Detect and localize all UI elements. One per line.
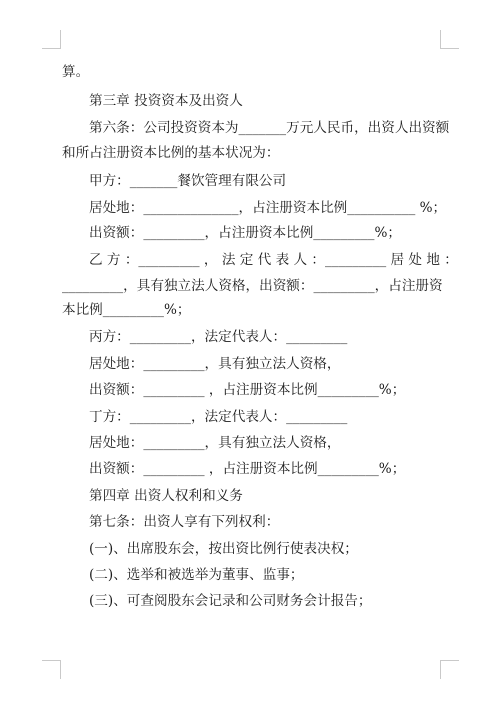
list-item: (一)、出席股东会，按出资比例行使表决权；: [89, 541, 358, 557]
text-line: 丙方：_________，法定代表人：_________: [89, 329, 348, 345]
list-item: (三)、可查阅股东会记录和公司财务会计报告；: [89, 593, 372, 609]
text-line: 出资额：_________ ，占注册资本比例_________%；: [89, 461, 406, 477]
text-line: 算。: [62, 64, 90, 80]
text-line: 甲方：_______餐饮管理有限公司: [89, 173, 287, 189]
crop-mark-bottom-right: [440, 660, 459, 679]
chapter-heading: 第三章 投资资本及出资人: [89, 93, 243, 109]
list-item: (二)、选举和被选举为董事、监事；: [89, 567, 304, 583]
text-line: 出资额：_________，占注册资本比例_________%；: [89, 225, 401, 241]
text-line: 居处地：_________，具有独立法人资格，: [89, 435, 341, 451]
text-line: 乙 方 ：_________ ， 法 定 代 表 人 ：_________ 居 处 地 ：: [89, 252, 458, 268]
text-line: 丁方：_________，法定代表人：_________: [89, 409, 348, 425]
text-line: 出资额：_________ ，占注册资本比例_________%；: [89, 382, 406, 398]
text-line: 居处地：_________，具有独立法人资格，: [89, 356, 341, 372]
text-line: 和所占注册资本比例的基本状况为：: [62, 145, 280, 161]
text-line: _________，具有独立法人资格，出资额：_________，占注册资: [62, 278, 443, 294]
crop-mark-top-left: [42, 30, 61, 49]
chapter-heading: 第四章 出资人权利和义务: [89, 488, 243, 504]
text-line: 本比例_________%；: [62, 302, 191, 318]
text-line: 居处地：______________，占注册资本比例__________ %；: [89, 200, 447, 216]
article-heading: 第六条：公司投资资本为_______万元人民币，出资人出资额: [89, 120, 450, 136]
article-heading: 第七条：出资人享有下列权利：: [89, 514, 280, 530]
crop-mark-bottom-left: [42, 660, 61, 679]
crop-mark-top-right: [440, 30, 459, 49]
